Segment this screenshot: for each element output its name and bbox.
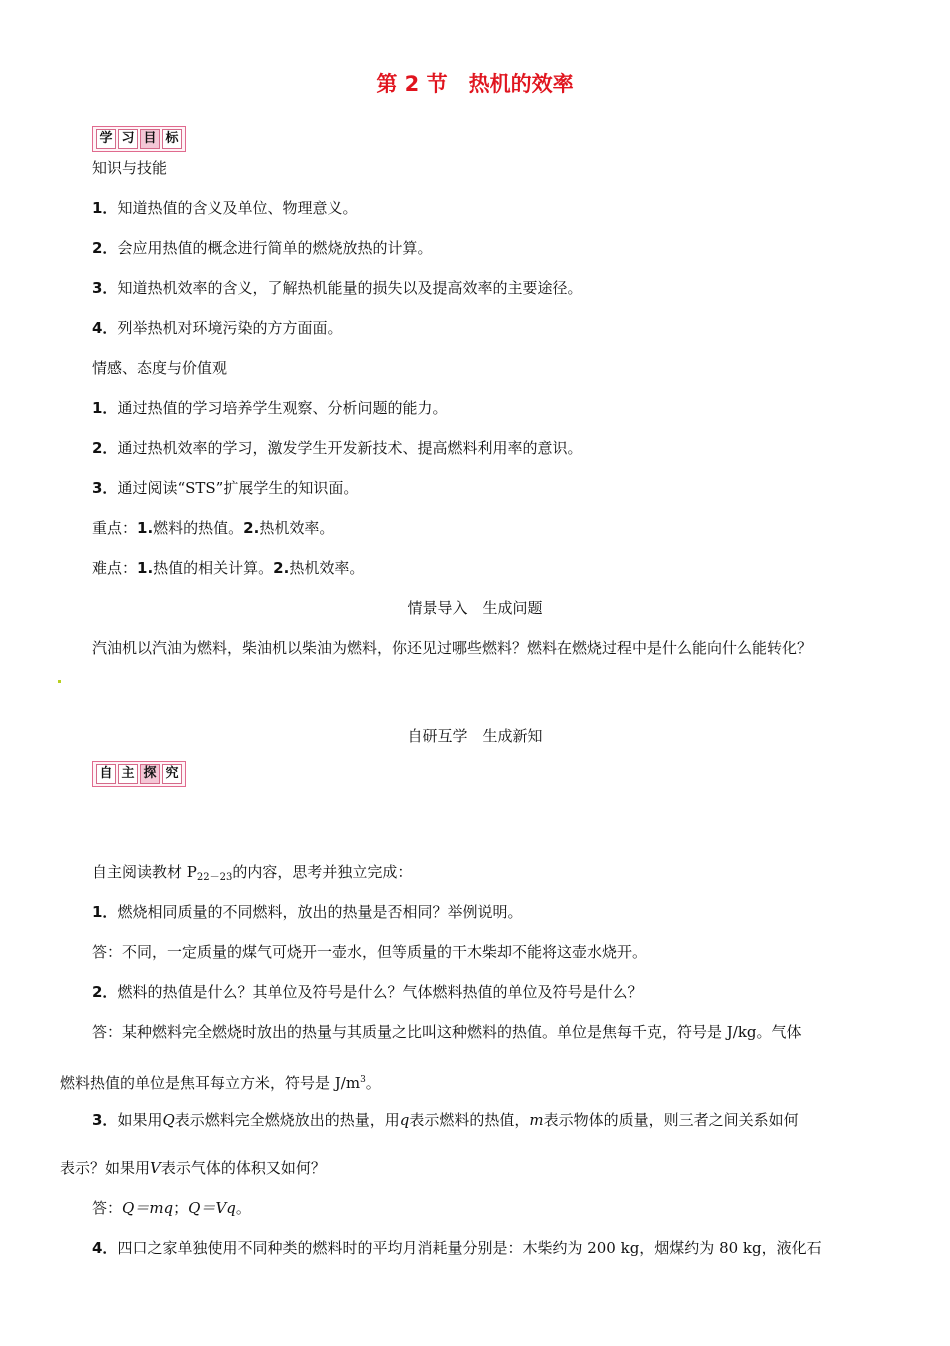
question-number: 3． [92,1111,118,1129]
answer-2-line-1: 答：某种燃料完全燃烧时放出的热量与其质量之比叫这种燃料的热值。单位是焦每千克，符号是 J/kg。气体 [92,1023,802,1041]
item-number: 3． [92,479,118,497]
question-number: 4． [92,1239,118,1257]
banner-char: 主 [118,764,138,784]
item-text: 知道热值的含义及单位、物理意义。 [117,199,358,217]
answer-text: 。 [365,1074,381,1092]
question-text: 表示燃料的热值， [409,1111,530,1129]
question-text: 表示气体的体积又如何？ [160,1159,326,1177]
question-text: 如果用 [117,1111,163,1129]
key-points-label: 重点： [92,519,138,537]
knowledge-item [92,238,432,258]
key-points [92,518,334,538]
item-text: 列举热机对环境污染的方方面面。 [117,319,343,337]
unit-superscript: 3 [360,1075,366,1085]
emotion-heading: 情感、态度与价值观 [92,359,228,377]
question-text: 表示物体的质量，则三者之间关系如何 [543,1111,799,1129]
item-text: 通过热机效率的学习，激发学生开发新技术、提高燃料利用率的意识。 [117,439,583,457]
item-text: 通过阅读“STS”扩展学生的知识面。 [117,479,359,497]
item-number: 4． [92,319,118,337]
point-text: 热机效率。 [289,559,365,577]
point-text: 热机效率。 [259,519,335,537]
knowledge-item [92,198,357,218]
question-number: 1． [92,903,118,921]
point-text: 热值的相关计算。 [153,559,274,577]
separator: ； [173,1199,189,1217]
item-number: 1． [92,199,118,217]
question-3-line-2 [60,1158,326,1178]
difficult-points-label: 难点： [92,559,138,577]
knowledge-item [92,278,582,298]
banner-char: 目 [140,129,160,149]
answer-prefix: 答： [92,1199,123,1217]
knowledge-item [92,318,342,338]
intro-paragraph: 汽油机以汽油为燃料，柴油机以柴油为燃料，你还见过哪些燃料？燃料在燃烧过程中是什么能向什么能转化？ [92,639,813,657]
page-range-subscript: 22－23 [196,872,233,883]
formula: Q＝mq [122,1199,174,1217]
symbol-Q: Q [162,1111,175,1129]
answer-1: 答：不同，一定质量的煤气可烧开一壶水，但等质量的干木柴却不能将这壶水烧开。 [92,943,648,961]
formula: Q＝Vq [188,1199,236,1217]
learning-goals-banner [92,126,186,152]
difficult-points [92,558,364,578]
banner-char: 学 [96,129,116,149]
answer-suffix: 。 [235,1199,251,1217]
point-text: 燃料的热值。 [153,519,244,537]
item-number: 3． [92,279,118,297]
symbol-m: m [529,1111,544,1129]
item-text: 会应用热值的概念进行简单的燃烧放热的计算。 [117,239,433,257]
item-number: 2． [92,439,118,457]
emotion-item [92,478,358,498]
item-number: 1． [92,399,118,417]
self-exploration-banner [92,761,186,787]
banner-char: 究 [162,764,182,784]
question-3-line-1 [92,1110,799,1130]
section-title-intro: 情景导入 生成问题 [407,599,543,617]
point-number: 1. [137,519,154,537]
answer-2-line-2 [60,1070,381,1093]
question-text: 燃烧相同质量的不同燃料，放出的热量是否相同？举例说明。 [117,903,523,921]
point-number: 1. [137,559,154,577]
page-title: 第 2 节 热机的效率 [376,72,574,96]
point-number: 2. [273,559,290,577]
question-text: 表示？如果用 [60,1159,151,1177]
item-number: 2． [92,239,118,257]
answer-3 [92,1198,251,1218]
banner-char: 习 [118,129,138,149]
answer-text: 燃料热值的单位是焦耳每立方米，符号是 J/m [60,1074,361,1092]
question-2 [92,982,642,1002]
banner-char: 探 [140,764,160,784]
reading-instruction [92,862,412,888]
question-4 [92,1238,822,1258]
question-text: 燃料的热值是什么？其单位及符号是什么？气体燃料热值的单位及符号是什么？ [117,983,643,1001]
symbol-V: V [150,1159,161,1177]
item-text: 通过热值的学习培养学生观察、分析问题的能力。 [117,399,448,417]
instruction-text: 自主阅读教材 P [92,863,197,881]
emotion-item [92,438,582,458]
question-text: 四口之家单独使用不同种类的燃料时的平均月消耗量分别是：木柴约为 200 kg，烟煤约为 80 kg，液化石 [117,1239,822,1257]
emotion-item [92,398,447,418]
question-text: 表示燃料完全燃烧放出的热量，用 [174,1111,400,1129]
section-title-study: 自研互学 生成新知 [407,727,543,745]
knowledge-heading: 知识与技能 [92,159,168,177]
question-1 [92,902,522,922]
decorative-dot [58,680,61,683]
point-number: 2. [243,519,260,537]
banner-char: 标 [162,129,182,149]
question-number: 2． [92,983,118,1001]
banner-char: 自 [96,764,116,784]
item-text: 知道热机效率的含义，了解热机能量的损失以及提高效率的主要途径。 [117,279,583,297]
symbol-q: q [399,1111,410,1129]
instruction-text: 的内容，思考并独立完成： [232,863,413,881]
